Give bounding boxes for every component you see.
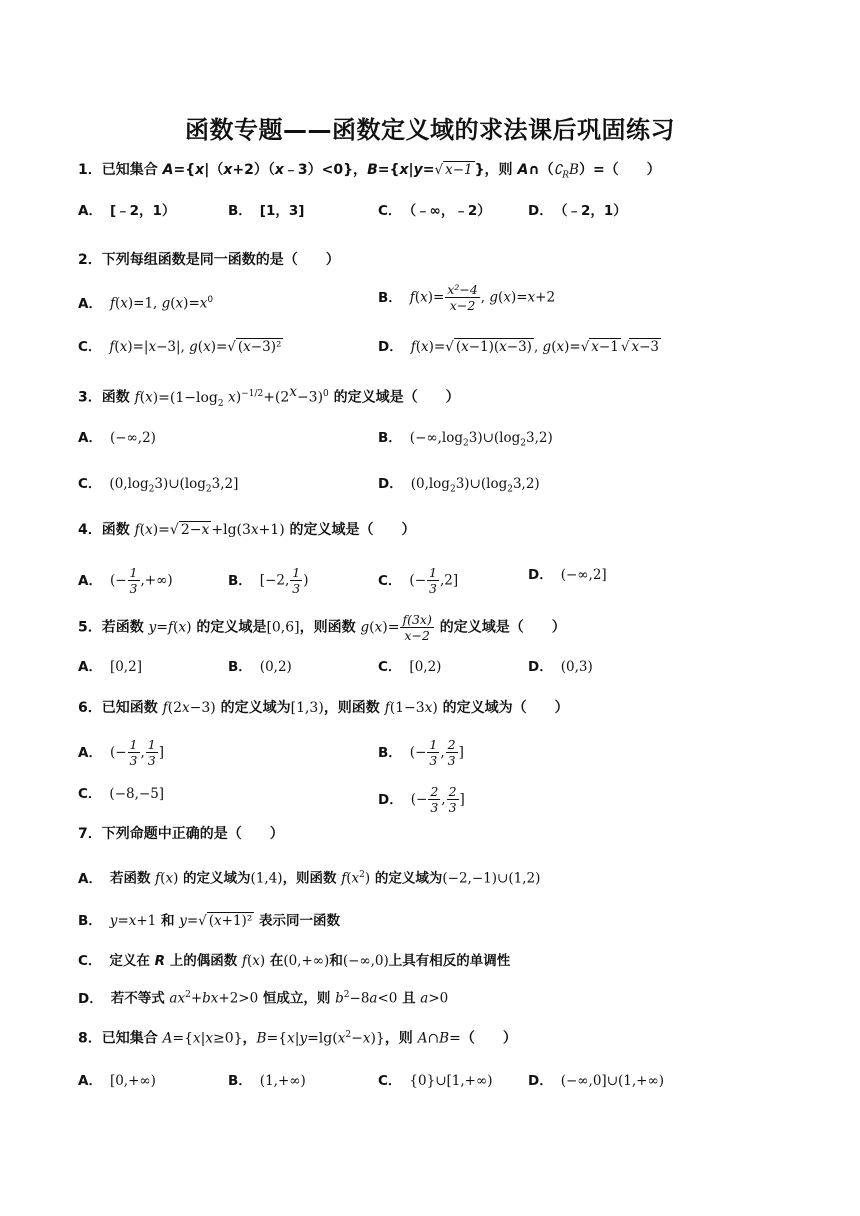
question-8-stem: 8．已知集合 A={x|x≥0}，$B=\{x|y=\lg(x^2-x)\}$，则 A∩B=（ ） bbox=[78, 1030, 517, 1047]
question-3-option-a: A． (−∞,2) bbox=[78, 430, 156, 446]
question-3-option-b: B． $(-\infty,\log_23)\cup(\log_23,2)$ bbox=[378, 430, 553, 449]
question-6-option-d: D． (− $\frac{2}{3}$ , $\frac{2}{3}$ ] bbox=[378, 784, 465, 815]
question-2-option-a: A． f(x)=1, $g(x)=x^0$ bbox=[78, 295, 214, 312]
question-2-option-b: B． f(x)= $\frac{\text{x²−4}}{x-2}$ , g(x)=x+2 bbox=[378, 282, 556, 313]
question-5-option-b: B． (0,2) bbox=[228, 659, 292, 675]
question-5-stem: 5．若函数 y=f(x) 的定义域是[0,6]，则函数 g(x)= $\frac{f(3x)}{x-2}$ 的定义域是（ ） bbox=[78, 612, 566, 643]
question-6-option-b: B． (− $\frac{1}{3}$ , $\frac{2}{3}$ ] bbox=[378, 737, 464, 768]
question-2-option-d: D． f(x)=√ (x−1)(x−3) , g(x)=√ x−1 √ x−3 bbox=[378, 339, 659, 355]
question-7-option-a: A． 若函数 f(x) 的定义域为(1,4)，则函数 $f(x^2)$ 的定义域为(−2,−1)∪(1,2) bbox=[78, 870, 541, 887]
question-1-option-c: C． （﹣∞，﹣2） bbox=[378, 203, 491, 219]
question-1-option-b: B． [1，3] bbox=[228, 203, 305, 219]
question-8-option-b: B． (1,+∞) bbox=[228, 1073, 306, 1089]
question-6-option-c: C． (−8,−5] bbox=[78, 786, 165, 802]
question-7-option-c: C． 定义在 R 上的偶函数 f(x) 在(0,+∞)和(−∞,0)上具有相反的单调性 bbox=[78, 953, 511, 969]
question-2-option-c: C． f(x)=|x−3|, g(x)=√ (x−3)² bbox=[78, 339, 282, 355]
question-7-stem: 7．下列命题中正确的是（ ） bbox=[78, 826, 284, 842]
question-2-stem: 2．下列每组函数是同一函数的是（ ） bbox=[78, 252, 340, 268]
question-5-option-d: D． (0,3) bbox=[528, 659, 593, 675]
question-3-option-d: D． $(0,\log_23)\cup(\log_23,2)$ bbox=[378, 476, 540, 495]
question-8-option-c: C． {0}∪[1,+∞) bbox=[378, 1073, 493, 1089]
question-8-option-a: A． [0,+∞) bbox=[78, 1073, 156, 1089]
question-6-stem: 6．已知函数 f(2x−3) 的定义域为[1,3)，则函数 f(1−3x) 的定义域为（ ） bbox=[78, 700, 569, 716]
question-6-option-a: A． (− $\frac{1}{3}$ , $\frac{1}{3}$ ] bbox=[78, 737, 165, 768]
question-5-option-c: C． [0,2) bbox=[378, 659, 442, 675]
question-4-option-d: D． (−∞,2] bbox=[528, 567, 607, 583]
question-4-option-c: C． (− $\frac{1}{3}$ ,2] bbox=[378, 565, 459, 596]
question-7-option-b: B． y=x+1 和 y=√ (x+1)² 表示同一函数 bbox=[78, 913, 340, 929]
question-1-stem: 1．已知集合 A={x|（x+2）（x﹣3）<0}，B={x|y=√ x−1 }，则 $A\cap(∁_RB)=$（ ） bbox=[78, 162, 661, 181]
question-3-stem: 3．函数 $f(x)=(1-\log_2$ $x)^{-1/2}+(2^x-3)^0$ 的定义域是（ ） bbox=[78, 384, 460, 409]
question-4-stem: 4．函数 f(x)=√ 2−x +lg(3x+1) 的定义域是（ ） bbox=[78, 522, 416, 538]
question-5-option-a: A． [0,2] bbox=[78, 659, 142, 675]
question-1-option-d: D． （﹣2，1） bbox=[528, 203, 627, 219]
question-3-option-c: C． $(0,\log_23)\cup(\log_23,2]$ bbox=[78, 476, 239, 495]
question-4-option-a: A． (− $\frac{1}{3}$ ,+∞) bbox=[78, 565, 173, 596]
page-title: 函数专题——函数定义域的求法课后巩固练习 bbox=[185, 116, 675, 144]
question-8-option-d: D． (−∞,0]∪(1,+∞) bbox=[528, 1073, 664, 1089]
question-4-option-b: B． [−2, $\frac{1}{3}$ ) bbox=[228, 565, 309, 596]
question-7-option-d: D． 若不等式 $ax^2+bx+2>0$ 恒成立，则 $b^2-8a<0$ 且 a>0 bbox=[78, 990, 449, 1007]
question-1-option-a: A． [﹣2，1） bbox=[78, 203, 176, 219]
